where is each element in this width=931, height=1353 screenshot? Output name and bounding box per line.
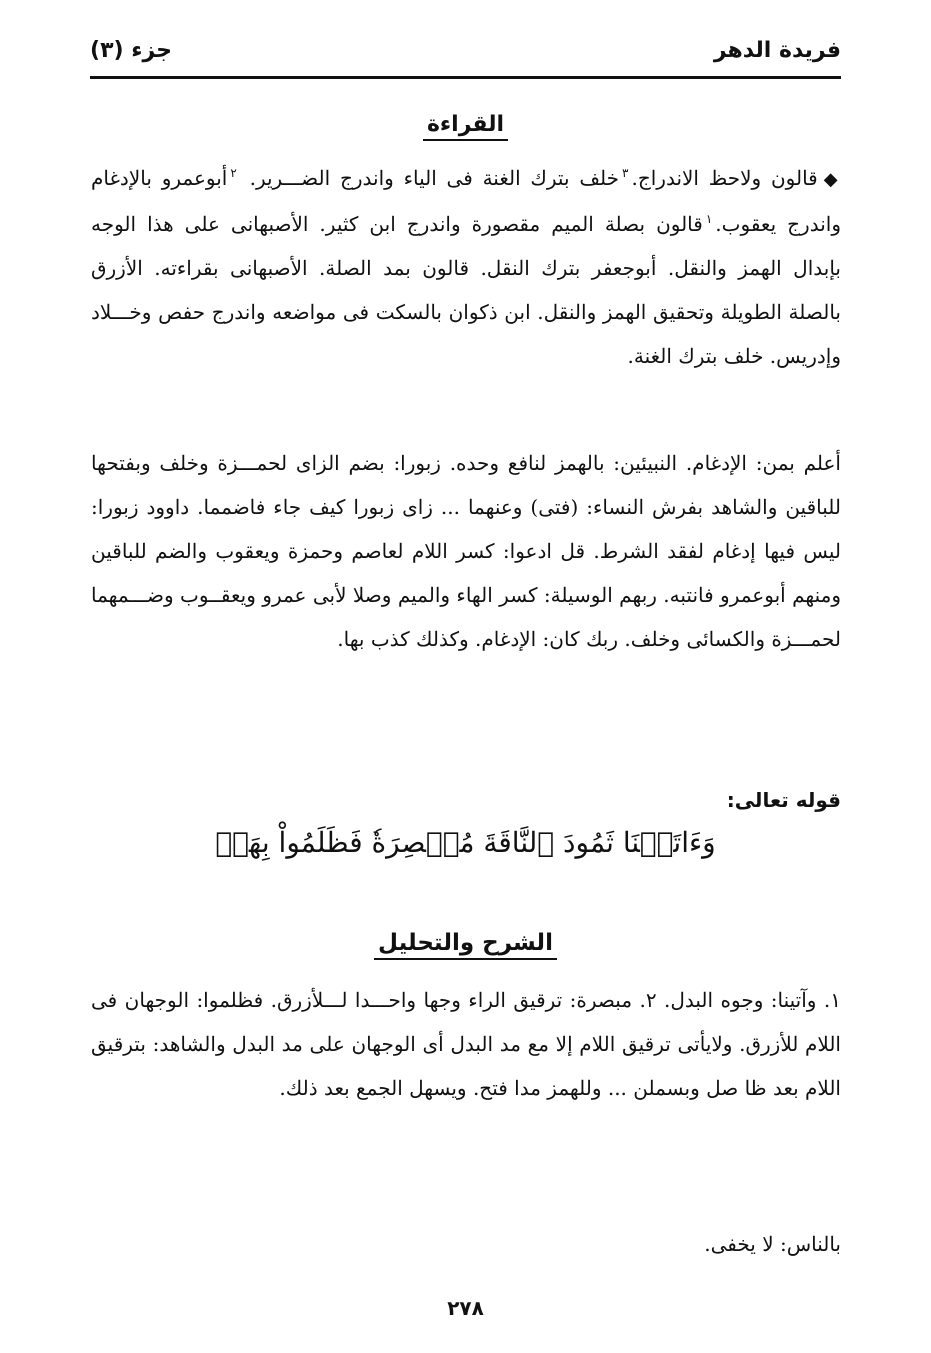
volume-label: جزء (٣) — [90, 38, 173, 63]
book-title: فريدة الدهر — [713, 38, 841, 63]
section-title-explanation-text: الشرح والتحليل — [374, 930, 557, 960]
explanation-paragraph: ١. وآتينا: وجوه البدل. ٢. مبصرة: ترقيق الراء وجها واحـــدا لـــلأزرق. فظلموا: الوجهان فى اللام للأزرق. ولايأتى ترقيق اللام إلا مع مد البدل أى الوجهان على مد البدل والشاهد: بترقيق اللام بعد ظا صل وبسملن ... وللهمز مدا فتح. ويسهل الجمع بعد ذلك. — [91, 988, 842, 1100]
section-title-explanation — [0, 930, 931, 960]
footnote-marker-1: ١ — [705, 212, 713, 227]
readings-text-2: خلف بترك الغنة فى الياء واندرج الضـــرير. — [249, 166, 620, 190]
section-title-readings — [0, 112, 931, 141]
readings-text-1: قالون ولاحظ الاندراج. — [631, 166, 818, 190]
readings-notes: أعلم بمن: الإدغام. النبيئين: بالهمز لنافع وحده. زبورا: بضم الزاى لحمـــزة وخلف وبفتحها للباقين والشاهد بفرش النساء: (فتى) وعنهما ... زاى زبورا كيف جاء فاضمما. داوود زبورا: ليس فيها إدغام لفقد الشرط. قل ادعوا: كسر اللام لعاصم وحمزة ويعقوب والضم للباقين ومنهم أبوعمرو فانتبه. ربهم الوسيلة: كسر الهاء والميم وصلا لأبى عمرو ويعقــوب وضـــمهما لحمـــزة والكسائى وخلف. ربك كان: الإدغام. وكذلك كذب بها. — [91, 451, 841, 651]
page-header — [90, 38, 841, 74]
header-divider — [90, 76, 841, 79]
page-number: ٢٧٨ — [447, 1296, 484, 1320]
readings-text-4: قالون بصلة الميم مقصورة واندرج ابن كثير. الأصبهانى على هذا الوجه بإبدال الهمز والنقل. أبوجعفر بترك النقل. قالون بمد الصلة. الأصبهانى بقراءته. الأزرق بالصلة الطويلة وتحقيق الهمز والنقل. ابن ذكوان بالسكت فى مواضعه واندرج حفص وخـــلاد وإدريس. خلف بترك الغنة. — [91, 212, 841, 368]
explanation-footer-note: بالناس: لا يخفى. — [704, 1232, 841, 1256]
footnote-marker-2: ٢ — [230, 166, 237, 181]
section-title-readings-text: القراءة — [423, 112, 508, 141]
footnote-marker-3: ٣ — [622, 166, 629, 181]
readings-paragraph — [91, 156, 841, 378]
readings-text-3: أبوعمرو بالإدغام واندرج يعقوب. — [91, 166, 841, 236]
quran-verse: وَءَاتَيۡنَا ثَمُودَ ٱلنَّاقَةَ مُبۡصِرَةٗ فَظَلَمُواْ بِهَاۚ — [215, 826, 716, 859]
diamond-bullet-icon: ◆ — [823, 169, 842, 190]
verse-intro: قوله تعالى: — [726, 788, 841, 812]
